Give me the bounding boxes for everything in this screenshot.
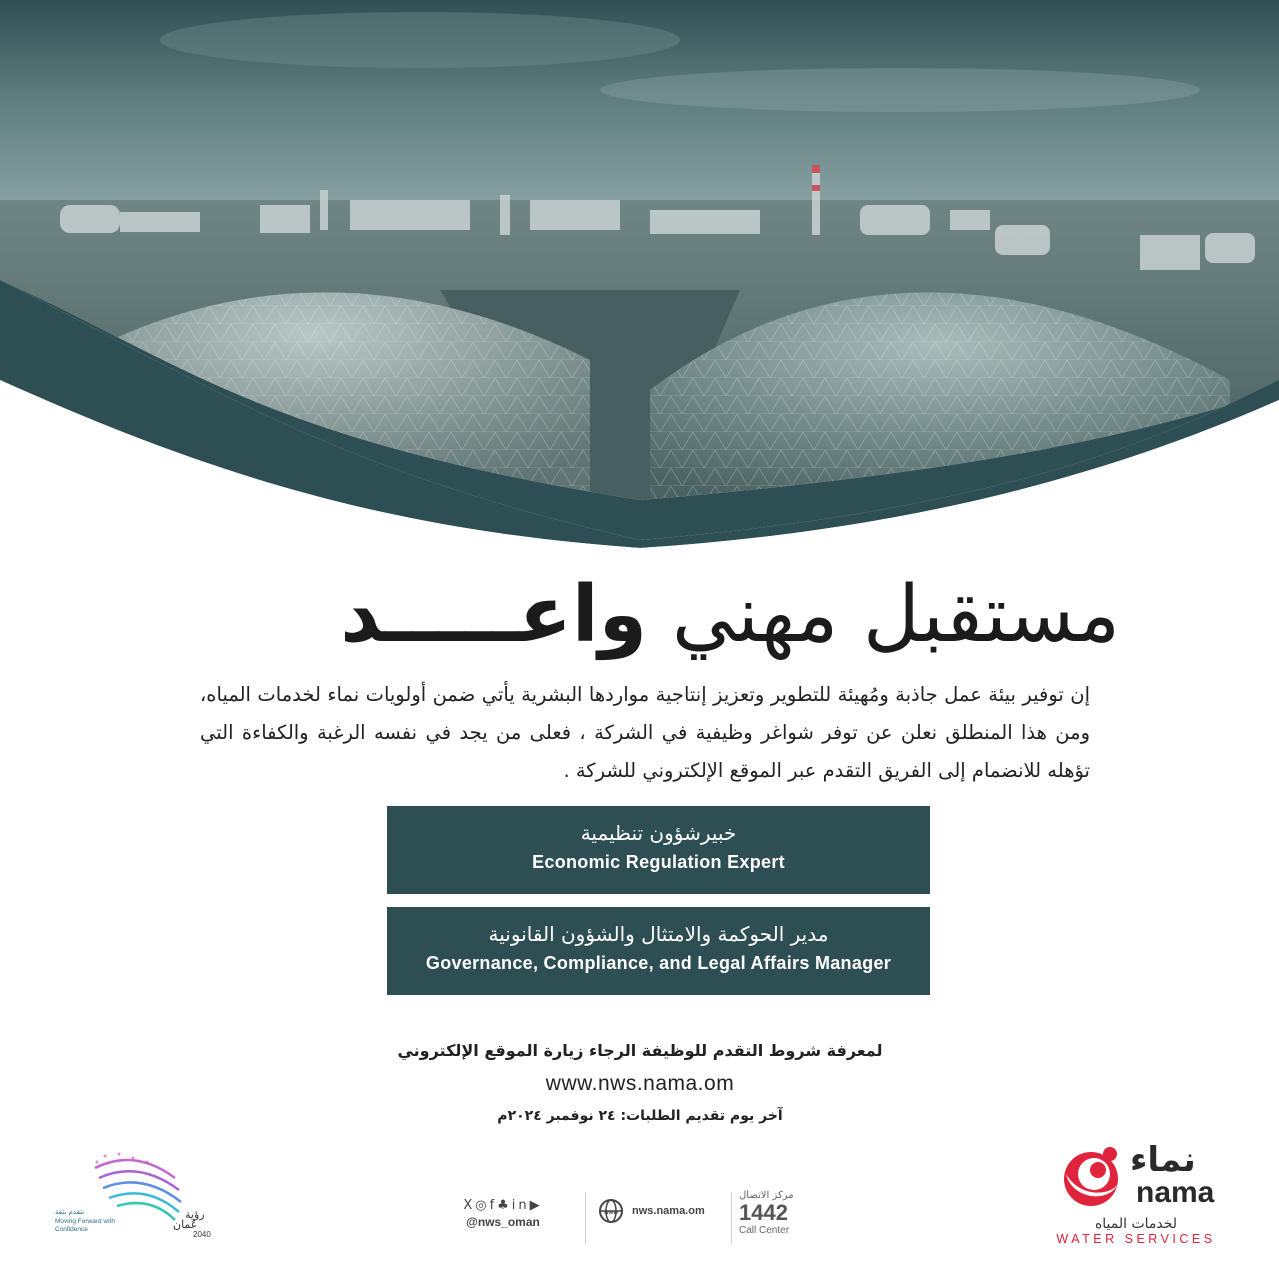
svg-text:www: www [604, 1210, 619, 1216]
website-link[interactable] [598, 1198, 728, 1228]
call-center[interactable] [739, 1190, 819, 1236]
footer-divider [731, 1192, 732, 1244]
vision-burst-icon [75, 1148, 195, 1228]
apply-note: لمعرفة شروط التقدم للوظيفة الرجاء زيارة الموقع الإلكتروني [397, 1041, 883, 1060]
call-number: 1442 [739, 1200, 788, 1225]
job-title-en: Economic Regulation Expert [532, 852, 785, 872]
call-label-ar: مركز الاتصال [739, 1190, 794, 1201]
social-icons[interactable]: X◎f♣in▶ [463, 1198, 543, 1213]
call-label-en: Call Center [739, 1225, 790, 1236]
logo-name-ar: نماء [1130, 1140, 1196, 1180]
job-card-economic-regulation[interactable] [387, 806, 930, 894]
logo-name-en: nama [1136, 1176, 1215, 1209]
job-card-governance-manager[interactable] [387, 907, 930, 995]
water-drop-swirl-icon [1058, 1144, 1128, 1210]
vision-oman-ar: عُمان [173, 1218, 198, 1231]
job-title-ar: مدير الحوكمة والامتثال والشؤون القانونية [488, 922, 829, 946]
deadline-text: آخر يوم تقديم الطلبات: ٢٤ نوفمبر ٢٠٢٤م [497, 1108, 783, 1124]
vision-year: 2040 [193, 1230, 211, 1239]
social-handle: @nws_oman [466, 1215, 540, 1229]
hero-image [0, 0, 1279, 560]
logo-sub-ar: لخدمات المياه [1094, 1216, 1178, 1232]
headline-part2: واعـــــد [340, 570, 648, 660]
social-links[interactable] [440, 1198, 566, 1229]
website-url: nws.nama.om [632, 1205, 705, 1217]
vision-label-ar: رؤية [185, 1208, 205, 1221]
job-title-ar: خبيرشؤون تنظيمية [580, 821, 737, 845]
nama-logo [1050, 1140, 1230, 1250]
apply-url-link[interactable]: www.nws.nama.om [545, 1072, 735, 1095]
headline-part1: مستقبل مهني [671, 570, 1120, 660]
vision-motto-en: Moving Forward with Confidence [55, 1218, 115, 1233]
globe-icon [598, 1198, 624, 1224]
intro-paragraph: إن توفير بيئة عمل جاذبة ومُهيئة للتطوير وتعزيز إنتاجية مواردها البشرية يأتي ضمن أولويات نماء لخدمات المياه، ومن هذا المنطلق نعلن عن توفر شواغر وظيفية في الشركة ، فعلى من يجد في نفسه الرغبة والكفاءة التي تؤهله للانضمام إلى الفريق التقدم عبر الموقع الإلكتروني للشركة . [200, 683, 1090, 782]
headline [190, 560, 1120, 670]
vision-motto-ar: نتقدم بثقة [55, 1208, 85, 1216]
job-title-en: Governance, Compliance, and Legal Affairs Manager [425, 953, 892, 973]
logo-sub-en: WATER SERVICES [1056, 1232, 1216, 1246]
footer-divider [585, 1192, 586, 1244]
oman-vision-2040-logo [55, 1148, 225, 1243]
